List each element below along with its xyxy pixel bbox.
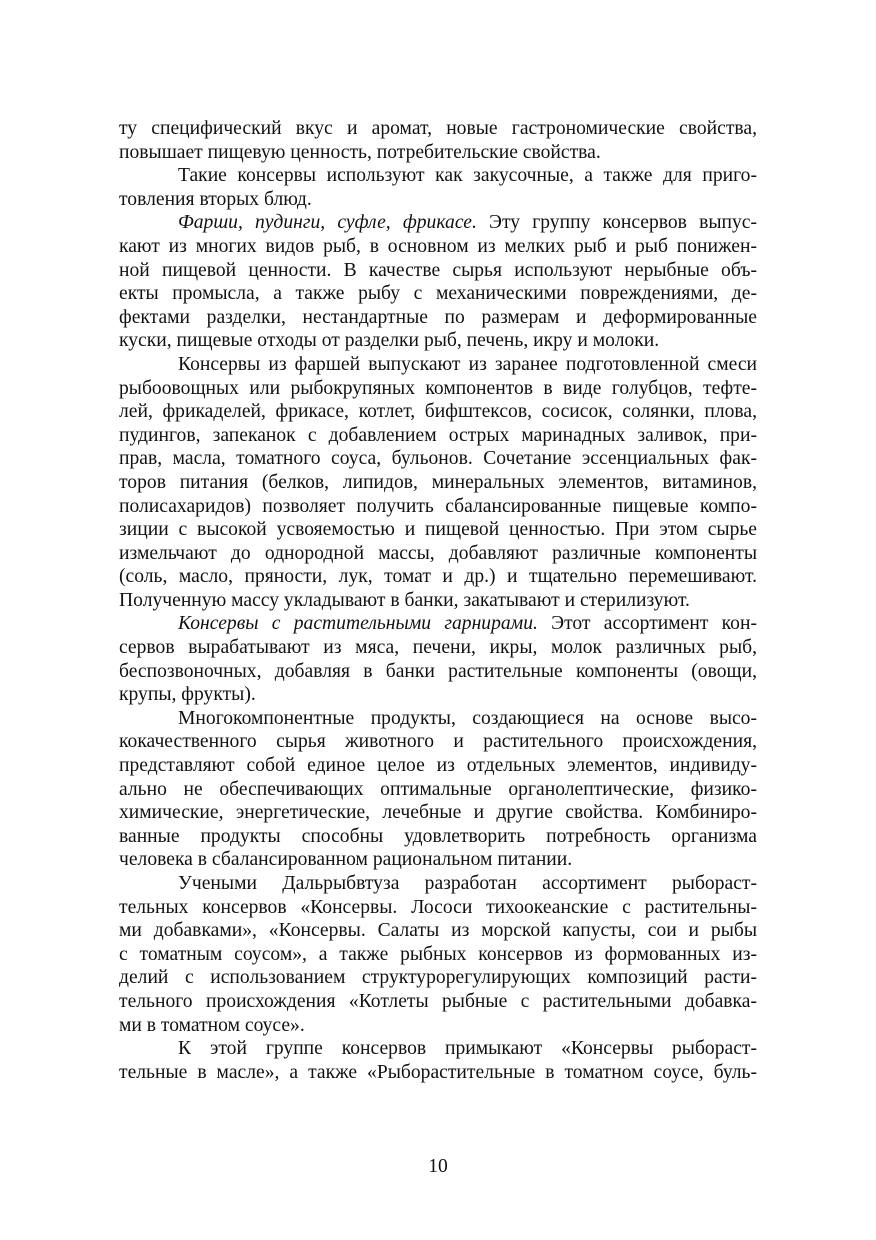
text-line: с томатным соусом», а также рыбных консервов из формованных из- xyxy=(119,943,757,965)
paragraph xyxy=(119,1037,757,1084)
text-line xyxy=(119,612,757,636)
text-line: фектами разделки, нестандартные по размерам и деформированные xyxy=(119,306,757,328)
text-line: Учеными Дальрыбвтуза разработан ассортимент рыбораст- xyxy=(178,873,757,894)
text-line: Полученную массу укладывают в банки, закатывают и стерилизуют. xyxy=(119,589,690,611)
text-line: ально не обеспечивающих оптимальные органолептические, физико- xyxy=(119,778,757,800)
text-line: ми добавками», «Консервы. Салаты из морской капусты, сои и рыбы xyxy=(119,920,757,942)
text-line: Такие консервы используют как закусочные, а также для приго- xyxy=(178,165,757,187)
text-line: тельные в масле», а также «Рыборастительные в томатном соусе, буль- xyxy=(119,1061,757,1083)
text-line: торов питания (белков, липидов, минеральных элементов, витаминов, xyxy=(119,471,757,493)
paragraph xyxy=(119,164,757,211)
paragraph xyxy=(119,211,757,353)
text-line: ми в томатном соусе». xyxy=(119,1014,305,1036)
text-line: (соль, масло, пряности, лук, томат и др.) и тщательно перемешивают. xyxy=(119,566,757,588)
text-line: повышает пищевую ценность, потребительские свойства. xyxy=(119,141,601,163)
text-line: куски, пищевые отходы от разделки рыб, печень, икру и молоки. xyxy=(119,330,660,352)
text-line: представляют собой единое целое из отдельных элементов, индивиду- xyxy=(119,755,757,777)
text-fragment: Этот ассортимент кон- xyxy=(537,613,757,635)
text-line: екты промысла, а также рыбу с механическими повреждениями, де- xyxy=(119,283,757,305)
text-line: тельного происхождения «Котлеты рыбные с растительными добавка- xyxy=(119,990,757,1012)
text-line: К этой группе консервов примыкают «Консервы рыбораст- xyxy=(178,1038,757,1060)
text-line: Консервы из фаршей выпускают из заранее подготовленной смеси xyxy=(178,353,757,375)
text-line: пудингов, запеканок с добавлением острых маринадных заливок, при- xyxy=(119,424,757,446)
italic-subheading: Фарши, пудинги, суфле, фрикасе. xyxy=(178,212,477,234)
text-line: кают из многих видов рыб, в основном из мелких рыб и рыб понижен- xyxy=(119,235,757,257)
text-line: тельных консервов «Консервы. Лососи тихоокеанские с растительны- xyxy=(119,896,757,918)
text-fragment: Эту группу консервов выпус- xyxy=(476,212,758,234)
text-line: лей, фрикаделей, фрикасе, котлет, бифштексов, сосисок, солянки, плова, xyxy=(119,401,757,423)
text-line: ной пищевой ценности. В качестве сырья используют нерыбные объ- xyxy=(119,259,757,281)
page-number: 10 xyxy=(428,1156,448,1177)
text-line: товления вторых блюд. xyxy=(119,188,312,210)
paragraph xyxy=(119,353,757,613)
paragraph xyxy=(119,612,757,706)
text-line: Многокомпонентные продукты, создающиеся на основе высо- xyxy=(178,707,757,729)
text-line: зиции с высокой усвояемостью и пищевой ценностью. При этом сырье xyxy=(119,519,757,541)
text-line: полисахаридов) позволяет получить сбалансированные пищевые компо- xyxy=(119,495,757,517)
page-body-text xyxy=(119,117,757,1084)
text-line: беспозвоночных, добавляя в банки растительные компоненты (овощи, xyxy=(119,660,757,682)
paragraph xyxy=(119,872,757,1037)
text-line: человека в сбалансированном рациональном питании. xyxy=(119,849,573,871)
paragraph xyxy=(119,117,757,164)
text-line: прав, масла, томатного соуса, бульонов. Сочетание эссенциальных фак- xyxy=(119,448,757,470)
text-line: измельчают до однородной массы, добавляют различные компоненты xyxy=(119,542,757,564)
text-line: сервов вырабатывают из мяса, печени, икры, молок различных рыб, xyxy=(119,637,757,659)
text-line: ванные продукты способны удовлетворить потребность организма xyxy=(119,825,757,847)
paragraph xyxy=(119,707,757,872)
italic-subheading: Консервы с растительными гарнирами. xyxy=(178,613,538,635)
text-line: крупы, фрукты). xyxy=(119,684,256,706)
text-line xyxy=(119,211,757,235)
text-line: рыбоовощных или рыбокрупяных компонентов в виде голубцов, тефте- xyxy=(119,377,757,399)
text-line: химические, энергетические, лечебные и другие свойства. Комбиниро- xyxy=(119,802,757,824)
text-line: кокачественного сырья животного и растительного происхождения, xyxy=(119,731,757,753)
text-line: ту специфический вкус и аромат, новые гастрономические свойства, xyxy=(119,118,757,139)
text-line: делий с использованием структурорегулирующих композиций расти- xyxy=(119,967,757,989)
